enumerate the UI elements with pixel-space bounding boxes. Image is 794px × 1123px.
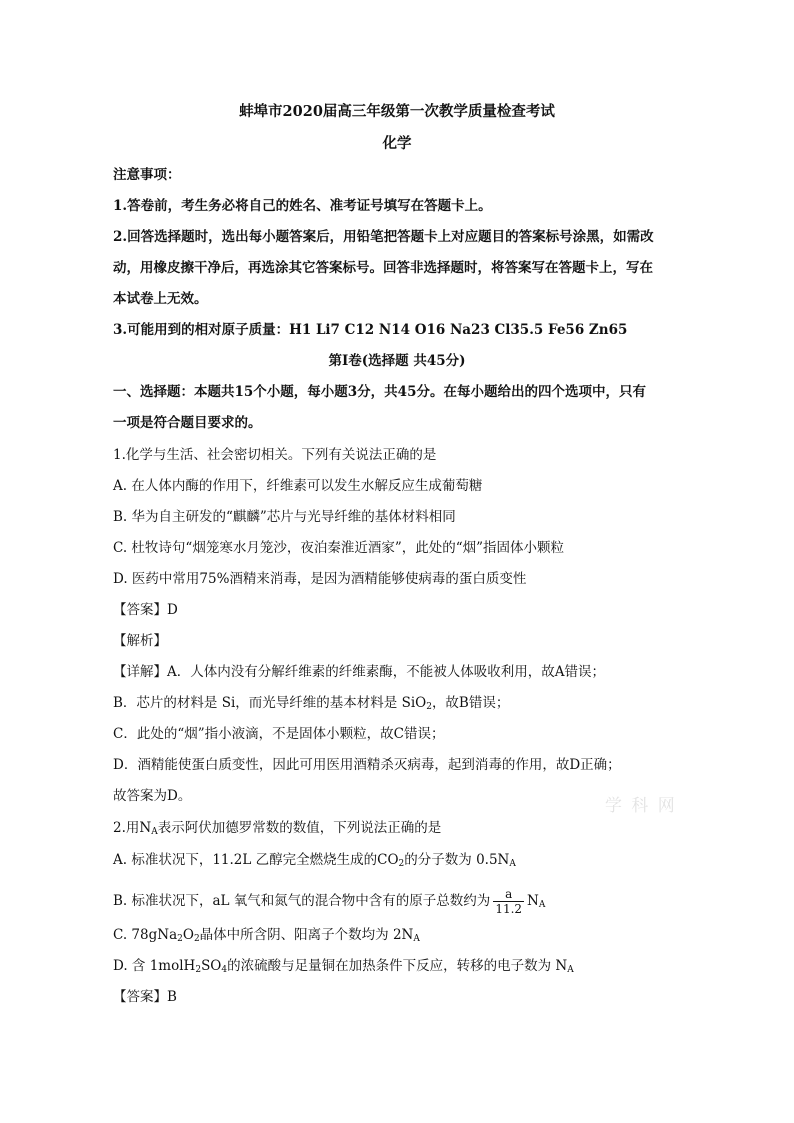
q2-c-subscript-1: 2: [177, 934, 183, 944]
q1-conclusion: 故答案为D。: [113, 788, 192, 804]
q2-stem-subscript: A: [151, 827, 158, 837]
q2-answer: 【答案】B: [113, 989, 177, 1005]
q1-analysis-label: 【解析】: [113, 633, 167, 649]
notice-item-2-line-1: 2.回答选择题时，选出每小题答案后，用铅笔把答题卡上对应题目的答案标号涂黑，如需改: [113, 229, 654, 245]
q2-d-subscript-3: A: [567, 965, 574, 975]
q1-detail-d: D．酒精能使蛋白质变性，因此可用医用酒精杀灭病毒，起到消毒的作用，故D正确；: [113, 757, 621, 773]
q2-d-subscript-1: 2: [195, 965, 202, 975]
q1-detail-b-text: B．芯片的材料是 Si，而光导纤维的基本材料是 SiO: [113, 695, 427, 711]
q2-b-subscript: A: [538, 900, 546, 910]
q1-detail-b: [113, 693, 509, 713]
q2-option-d: [113, 956, 574, 976]
q2-option-b: [113, 882, 545, 920]
q2-c-tail: 晶体中所含阴、阳离子个数均为 2N: [199, 927, 414, 943]
q2-c-subscript-3: A: [413, 934, 420, 944]
q2-d-text: D. 含 1molH: [113, 958, 196, 974]
q1-option-c: C. 杜牧诗句“烟笼寒水月笼沙，夜泊秦淮近酒家”，此处的“烟”指固体小颗粒: [113, 540, 565, 556]
q2-stem: [113, 818, 441, 838]
notice-heading: 注意事项：: [113, 167, 181, 183]
q2-b-fraction: [493, 887, 524, 917]
section-intro-line-2: 一项是符合题目要求的。: [113, 415, 262, 431]
q2-c-mid: O: [182, 927, 194, 943]
q2-b-tail: N: [527, 893, 539, 909]
q2-c-subscript-2: 2: [193, 934, 200, 944]
q2-b-numerator: a: [505, 886, 513, 901]
q1-option-b: B. 华为自主研发的“麒麟”芯片与光导纤维的基体材料相同: [113, 509, 456, 525]
section-intro-line-1: 一、选择题：本题共15个小题，每小题3分，共45分。在每小题给出的四个选项中，只有: [113, 384, 646, 400]
q1-detail-c: C．此处的“烟”指小液滴，不是固体小颗粒，故C错误；: [113, 726, 445, 742]
watermark: 学 科 网: [605, 796, 677, 816]
q1-answer: 【答案】D: [113, 602, 178, 618]
q1-stem: 1.化学与生活、社会密切相关。下列有关说法正确的是: [113, 447, 437, 463]
section-title: 第Ⅰ卷(选择题 共45分): [328, 353, 466, 369]
q2-c-text: C. 78gNa: [113, 927, 178, 943]
q1-detail-a: 【详解】A．人体内没有分解纤维素的纤维素酶，不能被人体吸收利用，故A错误；: [113, 664, 605, 680]
q2-b-text: B. 标准状况下，aL 氧气和氮气的混合物中含有的原子总数约为: [113, 893, 491, 909]
exam-title: 蚌埠市2020届高三年级第一次教学质量检查考试: [239, 103, 555, 120]
q2-d-tail: 的浓硫酸与足量铜在加热条件下反应，转移的电子数为 N: [227, 958, 568, 974]
q1-detail-b-subscript: 2: [426, 702, 432, 712]
q2-stem-tail: 表示阿伏加德罗常数的数值，下列说法正确的是: [157, 820, 442, 836]
q1-detail-b-tail: ，故B错误；: [431, 695, 510, 711]
q1-option-a: A. 在人体内酶的作用下，纤维素可以发生水解反应生成葡萄糖: [113, 478, 483, 494]
notice-item-1: 1.答卷前，考生务必将自己的姓名、准考证号填写在答题卡上。: [113, 198, 492, 214]
q2-stem-text: 2.用N: [113, 820, 152, 836]
q2-a-mid: 的分子数为 0.5N: [404, 852, 510, 868]
notice-item-3: 3.可能用到的相对原子质量：H1 Li7 C12 N14 O16 Na23 Cl35.5 Fe56 Zn65: [113, 322, 628, 338]
q1-option-d: D. 医药中常用75%酒精来消毒，是因为酒精能够使病毒的蛋白质变性: [113, 571, 527, 587]
q2-a-subscript-2: A: [509, 859, 516, 869]
q2-d-subscript-2: 4: [221, 965, 228, 975]
q2-d-mid: SO: [201, 958, 222, 974]
q2-option-a: [113, 850, 516, 870]
subject-title: 化学: [382, 135, 412, 152]
notice-item-2-line-3: 本试卷上无效。: [113, 291, 208, 307]
q2-a-subscript: 2: [398, 859, 405, 869]
q2-option-c: [113, 925, 420, 945]
q2-b-denominator: 11.2: [495, 901, 523, 916]
q2-a-text: A. 标准状况下，11.2L 乙醇完全燃烧生成的CO: [113, 852, 399, 868]
notice-item-2-line-2: 动，用橡皮擦干净后，再选涂其它答案标号。回答非选择题时，将答案写在答题卡上，写在: [113, 260, 653, 276]
